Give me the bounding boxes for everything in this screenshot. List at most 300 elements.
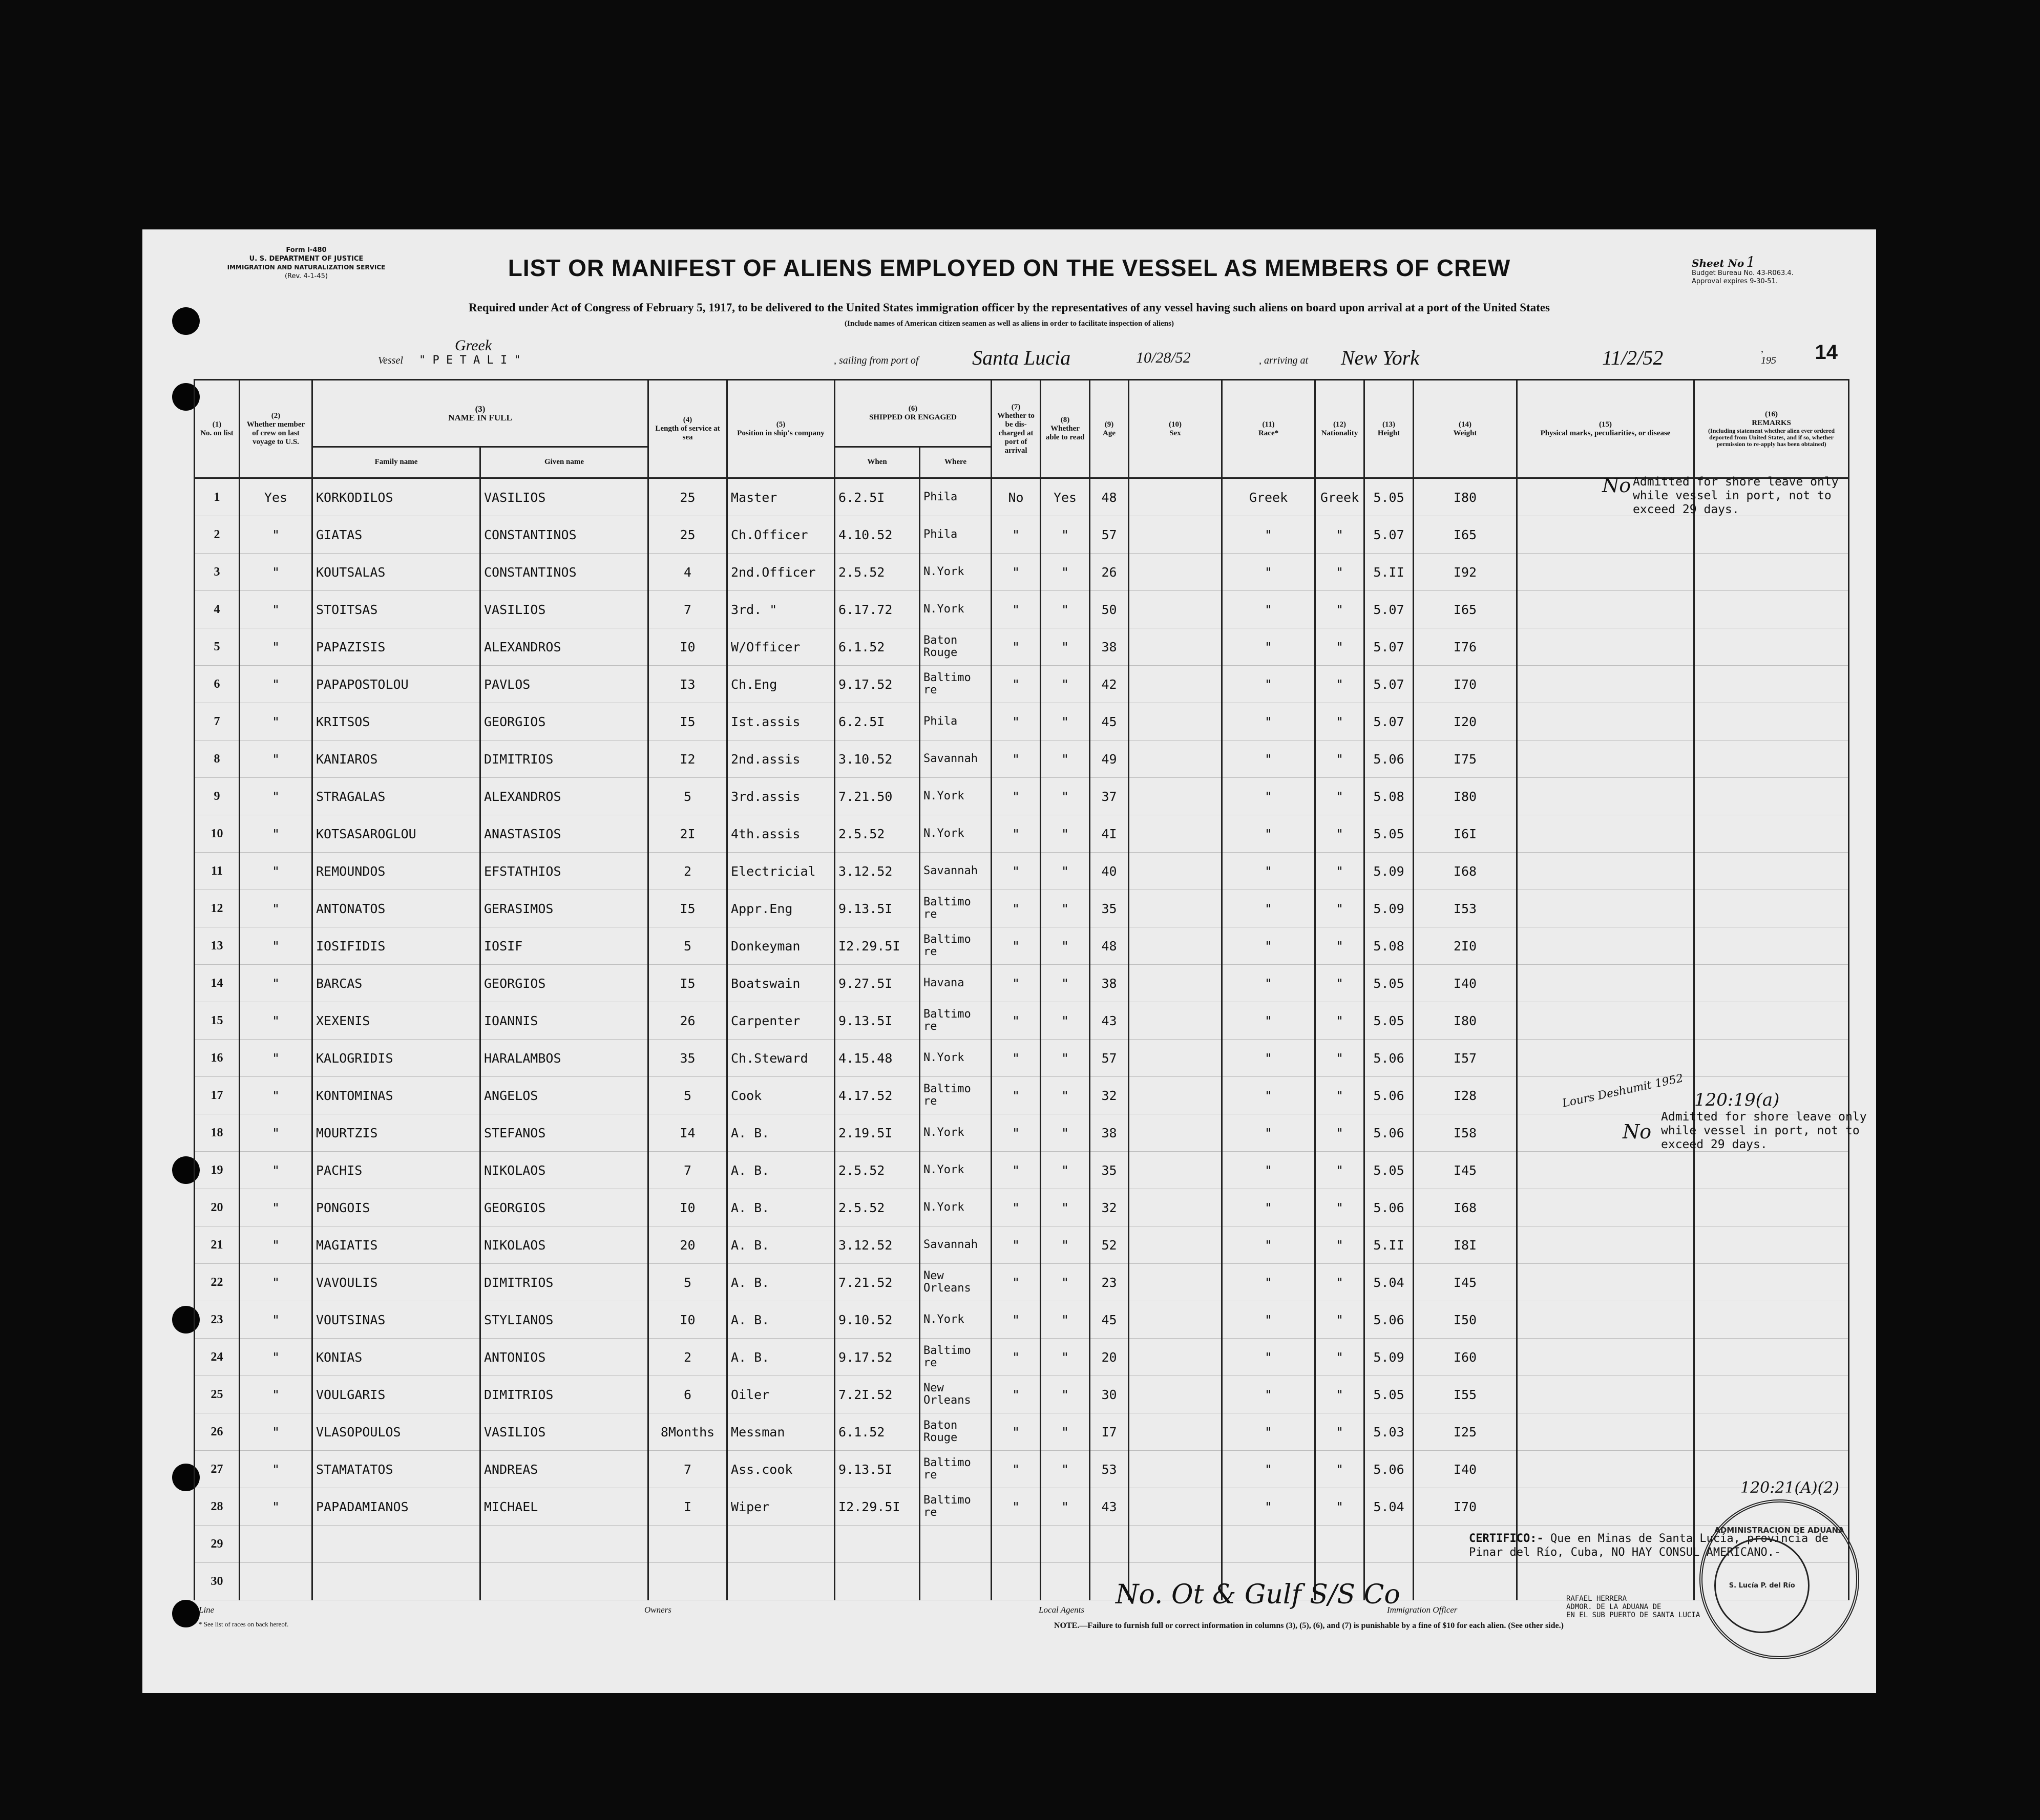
cell-inspector-action [1694,778,1849,815]
cell-inspector-action [1694,1376,1849,1413]
cell-discharged: " [992,1226,1041,1264]
signer-block [1566,1595,1700,1619]
officer-label: Immigration Officer [1387,1605,1458,1615]
cell-able-to-read: " [1041,554,1090,591]
table-row [195,740,1849,778]
cell-inspector-action [1694,815,1849,853]
cell-previous-voyage: " [240,516,312,554]
races-note: * See list of races on back hereof. [199,1620,289,1628]
cell-age: 45 [1090,703,1129,740]
cell-length-of-service: I5 [648,703,727,740]
cell-shipped-where: Baton Rouge [920,628,992,666]
cell-position: Ch.Eng [727,666,835,703]
cell-able-to-read: " [1041,1339,1090,1376]
cell-length-of-service: I3 [648,666,727,703]
col-name-header: (3) NAME IN FULL [312,380,648,447]
cell-able-to-read: " [1041,1451,1090,1488]
cell-race: " [1222,1488,1315,1526]
cell-nationality: " [1315,1339,1364,1376]
sailing-label: , sailing from port of [834,355,919,366]
cell-inspector-action [1694,1189,1849,1226]
table-row [195,1301,1849,1339]
cell-row-number: 14 [195,965,240,1002]
cell-family-name: KANIAROS [312,740,480,778]
cell-able-to-read: " [1041,591,1090,628]
cell-weight: I92 [1414,554,1517,591]
cell-discharged: No [992,478,1041,516]
cell-inspector-action [1694,740,1849,778]
cell-sex [1129,1413,1222,1451]
cell-height: 5.05 [1364,1002,1414,1040]
cell-age: 30 [1090,1376,1129,1413]
cell-height: 5.05 [1364,1152,1414,1189]
table-row [195,890,1849,927]
cell-family-name: STRAGALAS [312,778,480,815]
cell-race: " [1222,1301,1315,1339]
cell-height: 5.08 [1364,778,1414,815]
cell-position: Master [727,478,835,516]
punch-hole [172,307,200,335]
cell-sex [1129,1264,1222,1301]
cell-age: 20 [1090,1339,1129,1376]
cell-length-of-service: 6 [648,1376,727,1413]
cell-previous-voyage: " [240,1451,312,1488]
cell-length-of-service: 2 [648,1339,727,1376]
cell-position: Boatswain [727,965,835,1002]
cell-family-name: VLASOPOULOS [312,1413,480,1451]
cell-inspector-action [1694,703,1849,740]
cell-discharged: " [992,1301,1041,1339]
cell-length-of-service: I [648,1488,727,1526]
cell-shipped-where: New Orleans [920,1264,992,1301]
cell-sex [1129,666,1222,703]
cell-race: " [1222,1152,1315,1189]
action-code-1: 120:19(a) [1694,1090,1780,1110]
cell-nationality: " [1315,1114,1364,1152]
cell-discharged: " [992,703,1041,740]
cell-able-to-read: " [1041,1376,1090,1413]
cell-shipped-where: N.York [920,1189,992,1226]
cell-given-name: ANGELOS [480,1077,648,1114]
cell-discharged [992,1526,1041,1563]
vessel-line [378,337,1776,369]
cell-position: A. B. [727,1226,835,1264]
cell-shipped-when: 3.10.52 [835,740,920,778]
cell-remarks [1517,1040,1694,1077]
table-row [195,1189,1849,1226]
cell-height: 5.II [1364,1226,1414,1264]
cell-height: 5.06 [1364,1077,1414,1114]
cell-given-name: NIKOLAOS [480,1226,648,1264]
cell-nationality: " [1315,890,1364,927]
cell-shipped-when: 7.21.52 [835,1264,920,1301]
col-family-name-header: Family name [312,447,480,478]
cell-shipped-when: 2.19.5I [835,1114,920,1152]
cell-row-number: 19 [195,1152,240,1189]
cell-length-of-service: 26 [648,1002,727,1040]
cell-nationality: " [1315,1376,1364,1413]
cell-nationality: " [1315,740,1364,778]
cell-row-number: 6 [195,666,240,703]
cell-shipped-where: Baltimo re [920,927,992,965]
cell-race [1222,1526,1315,1563]
col-remarks-header: (16) REMARKS (Including statement whether alien ever ordered deported from United States, and if so, whether permission to re-apply has been obtained) [1694,380,1849,478]
owners-label: Owners [644,1605,671,1615]
cell-weight: I80 [1414,478,1517,516]
cell-previous-voyage: " [240,1152,312,1189]
cell-remarks [1517,666,1694,703]
cell-weight: I58 [1414,1114,1517,1152]
cell-family-name: VOULGARIS [312,1376,480,1413]
cell-row-number: 17 [195,1077,240,1114]
cell-nationality [1315,1526,1364,1563]
cell-discharged: " [992,965,1041,1002]
cell-inspector-action [1694,1339,1849,1376]
cell-nationality: " [1315,1189,1364,1226]
cell-age: 48 [1090,927,1129,965]
cell-length-of-service: 5 [648,927,727,965]
cell-weight: I60 [1414,1339,1517,1376]
cell-given-name: GERASIMOS [480,890,648,927]
cell-discharged: " [992,853,1041,890]
cell-remarks [1517,516,1694,554]
cell-weight: I80 [1414,1002,1517,1040]
col-position-header: (5) Position in ship's company [727,380,835,478]
vessel-flag: Greek [455,337,492,354]
cell-able-to-read [1041,1526,1090,1563]
cell-remarks [1517,853,1694,890]
act-statement: Required under Act of Congress of February 5, 1917, to be delivered to the United States immigration officer by the representatives of any vessel having such aliens on board upon arrival at a port of the United States [468,301,1550,314]
col-height-header: (13) Height [1364,380,1414,478]
cell-race: " [1222,1264,1315,1301]
cell-inspector-action [1694,927,1849,965]
cell-age [1090,1526,1129,1563]
table-row [195,927,1849,965]
cell-position: Ch.Officer [727,516,835,554]
cell-able-to-read: " [1041,853,1090,890]
cell-length-of-service: 5 [648,1077,727,1114]
cell-position: 3rd.assis [727,778,835,815]
cell-length-of-service: 7 [648,1152,727,1189]
cell-row-number: 5 [195,628,240,666]
page-number: 14 [1815,341,1838,364]
cell-remarks [1517,703,1694,740]
cell-shipped-where: Phila [920,478,992,516]
cell-sex [1129,1376,1222,1413]
cell-race: " [1222,1040,1315,1077]
cell-discharged: " [992,1114,1041,1152]
cell-position: A. B. [727,1301,835,1339]
cell-family-name: PAPAZISIS [312,628,480,666]
cell-length-of-service: I0 [648,1301,727,1339]
signer-name: RAFAEL HERRERA [1566,1595,1627,1603]
line-label: Line [199,1605,215,1615]
cell-discharged: " [992,1413,1041,1451]
cell-inspector-action [1694,1301,1849,1339]
cell-sex [1129,591,1222,628]
cell-race: " [1222,554,1315,591]
action-code-2: 120:21(A)(2) [1740,1479,1840,1497]
cell-given-name: ANDREAS [480,1451,648,1488]
arriving-label: , arriving at [1259,355,1309,366]
cell-row-number: 20 [195,1189,240,1226]
cell-sex [1129,778,1222,815]
cell-length-of-service [648,1526,727,1563]
cell-height: 5.06 [1364,1451,1414,1488]
page-title: LIST OR MANIFEST OF ALIENS EMPLOYED ON THE VESSEL AS MEMBERS OF CREW [508,255,1511,281]
cell-family-name: STAMATATOS [312,1451,480,1488]
cell-given-name: IOANNIS [480,1002,648,1040]
arriving-port: New York [1341,346,1420,369]
cell-shipped-where: N.York [920,1301,992,1339]
cell-shipped-when: 3.12.52 [835,853,920,890]
cell-remarks [1517,1376,1694,1413]
cell-height: 5.04 [1364,1488,1414,1526]
cell-able-to-read: " [1041,1189,1090,1226]
cell-given-name [480,1526,648,1563]
cell-previous-voyage: " [240,1114,312,1152]
cell-given-name: IOSIF [480,927,648,965]
cell-remarks [1517,628,1694,666]
cell-nationality: " [1315,703,1364,740]
cell-previous-voyage: " [240,815,312,853]
cell-able-to-read: " [1041,1152,1090,1189]
cell-sex [1129,516,1222,554]
cell-race: " [1222,1077,1315,1114]
cell-position: A. B. [727,1339,835,1376]
cell-remarks [1517,1226,1694,1264]
cell-shipped-where: Baltimo re [920,890,992,927]
col-read-header: (8) Whether able to read [1041,380,1090,478]
cell-position: A. B. [727,1189,835,1226]
penalty-note: NOTE.—Failure to furnish full or correct information in columns (3), (5), (6), and (7) is punishable by a fine of $10 for each alien. (See other side.) [1054,1621,1564,1630]
cell-height: 5.05 [1364,965,1414,1002]
cell-shipped-when: 9.13.5I [835,1002,920,1040]
cell-shipped-when: 6.17.72 [835,591,920,628]
cell-shipped-where: Savannah [920,853,992,890]
col-service-header: (4) Length of service at sea [648,380,727,478]
cell-given-name: NIKOLAOS [480,1152,648,1189]
cell-family-name: BARCAS [312,965,480,1002]
cell-shipped-when [835,1526,920,1563]
cell-race: " [1222,1376,1315,1413]
table-row [195,1376,1849,1413]
cell-discharged: " [992,1040,1041,1077]
cell-given-name: HARALAMBOS [480,1040,648,1077]
cell-race: " [1222,591,1315,628]
cell-position: 4th.assis [727,815,835,853]
cell-row-number: 26 [195,1413,240,1451]
cell-height: 5.09 [1364,890,1414,927]
cell-shipped-when: 9.27.5I [835,965,920,1002]
cell-remarks [1517,778,1694,815]
cell-weight [1414,1563,1517,1600]
cell-previous-voyage: " [240,890,312,927]
table-row [195,554,1849,591]
approval-expiry: Approval expires 9-30-51. [1692,278,1778,285]
stamp-outer-text: ADMINISTRACION DE ADUANA [1714,1526,1844,1535]
agents-label: Local Agents [1039,1605,1084,1615]
cell-shipped-where: Baltimo re [920,666,992,703]
cell-given-name: GEORGIOS [480,703,648,740]
cell-race: " [1222,927,1315,965]
cell-nationality: " [1315,554,1364,591]
cell-able-to-read: " [1041,1301,1090,1339]
cell-discharged: " [992,628,1041,666]
cell-height: 5.07 [1364,591,1414,628]
cell-length-of-service: I0 [648,1189,727,1226]
cell-sex [1129,815,1222,853]
cell-sex [1129,1040,1222,1077]
cell-position: Appr.Eng [727,890,835,927]
cell-sex [1129,890,1222,927]
cell-family-name [312,1563,480,1600]
cell-height: 5.06 [1364,740,1414,778]
cell-discharged: " [992,1339,1041,1376]
cell-nationality: " [1315,516,1364,554]
remark-handwritten-note: Lours Deshumit 1952 [1561,1072,1685,1110]
cell-family-name: KALOGRIDIS [312,1040,480,1077]
cell-race: " [1222,1189,1315,1226]
cell-able-to-read: " [1041,1114,1090,1152]
cell-previous-voyage: " [240,666,312,703]
cell-nationality: " [1315,1488,1364,1526]
cell-given-name: MICHAEL [480,1488,648,1526]
cell-length-of-service: 7 [648,1451,727,1488]
signer-place: EN EL SUB PUERTO DE SANTA LUCIA [1566,1611,1700,1619]
cell-discharged: " [992,927,1041,965]
cell-remarks [1517,1413,1694,1451]
cell-shipped-when: 6.2.5I [835,703,920,740]
cell-discharged: " [992,591,1041,628]
cell-row-number: 4 [195,591,240,628]
cell-shipped-when: 6.2.5I [835,478,920,516]
cell-previous-voyage: " [240,1301,312,1339]
cell-height: 5.06 [1364,1040,1414,1077]
table-row [195,1002,1849,1040]
cell-shipped-where: New Orleans [920,1376,992,1413]
cell-shipped-where: Baltimo re [920,1451,992,1488]
cell-shipped-when: 2.5.52 [835,1189,920,1226]
cell-sex [1129,628,1222,666]
cell-given-name: GEORGIOS [480,1189,648,1226]
cell-able-to-read: " [1041,1488,1090,1526]
cell-discharged: " [992,740,1041,778]
cell-family-name: KOUTSALAS [312,554,480,591]
cell-age: 57 [1090,1040,1129,1077]
cell-shipped-when: 6.1.52 [835,628,920,666]
cell-height: 5.06 [1364,1301,1414,1339]
cell-race: " [1222,1451,1315,1488]
cell-inspector-action [1694,1264,1849,1301]
cell-previous-voyage: " [240,1189,312,1226]
cell-race: " [1222,1413,1315,1451]
cell-row-number: 15 [195,1002,240,1040]
cell-nationality: " [1315,815,1364,853]
cell-row-number: 2 [195,516,240,554]
table-row [195,1040,1849,1077]
sheet-label: Sheet No [1692,257,1744,269]
cell-shipped-where: Havana [920,965,992,1002]
cell-weight: I70 [1414,666,1517,703]
cell-height: 5.07 [1364,703,1414,740]
cell-position: A. B. [727,1152,835,1189]
col-weight-header: (14) Weight [1414,380,1517,478]
cell-discharged: " [992,516,1041,554]
cell-discharged: " [992,890,1041,927]
department: U. S. DEPARTMENT OF JUSTICE [249,255,364,263]
cell-family-name: REMOUNDOS [312,853,480,890]
cell-shipped-where: N.York [920,591,992,628]
cell-previous-voyage: " [240,853,312,890]
cell-discharged: " [992,815,1041,853]
cell-previous-voyage: " [240,740,312,778]
cell-remarks [1517,815,1694,853]
cell-position: W/Officer [727,628,835,666]
cell-position: Ist.assis [727,703,835,740]
cell-age: 4I [1090,815,1129,853]
table-row [195,666,1849,703]
cell-shipped-when [835,1563,920,1600]
cell-race: " [1222,1114,1315,1152]
cell-shipped-when: 9.13.5I [835,890,920,927]
sheet-number: 1 [1746,253,1756,270]
cell-family-name: KONTOMINAS [312,1077,480,1114]
table-row [195,1264,1849,1301]
cell-nationality: " [1315,1152,1364,1189]
cell-able-to-read: " [1041,965,1090,1002]
cell-shipped-where: N.York [920,778,992,815]
cell-row-number: 3 [195,554,240,591]
col-race-header: (11) Race* [1222,380,1315,478]
cell-weight: I65 [1414,516,1517,554]
cell-family-name: MOURTZIS [312,1114,480,1152]
cell-sex [1129,1451,1222,1488]
crew-manifest-table [194,379,1849,1600]
remark-shore-leave-2: Admitted for shore leave only while vessel in port, not to exceed 29 days. [1661,1110,1867,1151]
cell-family-name: KONIAS [312,1339,480,1376]
cell-given-name: ANTONIOS [480,1339,648,1376]
cell-age: 57 [1090,516,1129,554]
cell-shipped-when: 9.17.52 [835,1339,920,1376]
cell-age: 23 [1090,1264,1129,1301]
cell-weight: I68 [1414,853,1517,890]
cell-shipped-where [920,1563,992,1600]
table-row [195,1451,1849,1488]
table-row [195,815,1849,853]
cell-previous-voyage: " [240,703,312,740]
arrival-date: 11/2/52 [1602,346,1664,369]
cell-family-name: VOUTSINAS [312,1301,480,1339]
cell-given-name: DIMITRIOS [480,1376,648,1413]
cell-race: " [1222,1226,1315,1264]
cell-age: 35 [1090,1152,1129,1189]
cell-shipped-when: 9.10.52 [835,1301,920,1339]
cell-shipped-where [920,1526,992,1563]
cell-sex [1129,1114,1222,1152]
cell-position: Ch.Steward [727,1040,835,1077]
cell-previous-voyage: " [240,965,312,1002]
cell-height: 5.07 [1364,666,1414,703]
cell-row-number: 25 [195,1376,240,1413]
cell-row-number: 30 [195,1563,240,1600]
cell-race: " [1222,778,1315,815]
cell-weight: I40 [1414,965,1517,1002]
cell-row-number: 10 [195,815,240,853]
cell-given-name: PAVLOS [480,666,648,703]
cell-age: 40 [1090,853,1129,890]
cell-position: 2nd.Officer [727,554,835,591]
